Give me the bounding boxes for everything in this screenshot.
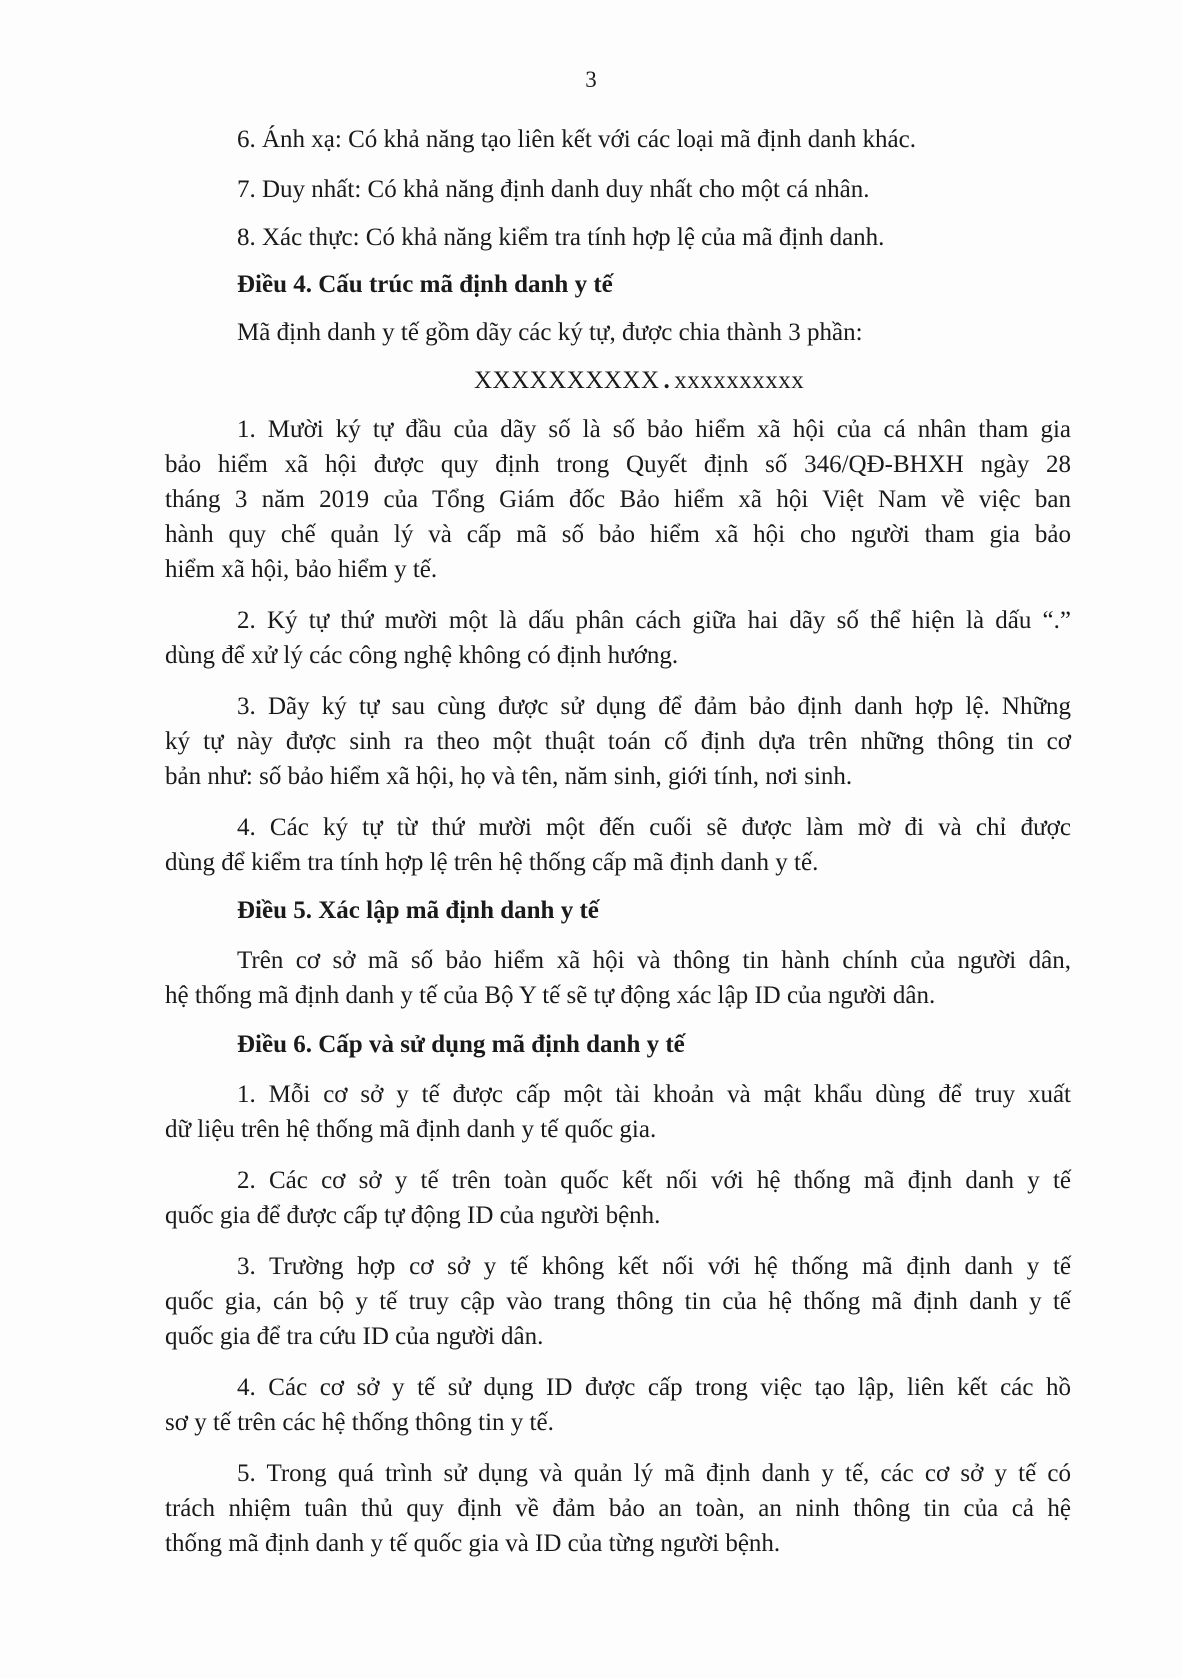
article4-item2-line2: dùng để xử lý các công nghệ không có định hướng. xyxy=(165,642,679,669)
article6-item2-line1: 2. Các cơ sở y tế trên toàn quốc kết nối với hệ thống mã định danh y tế xyxy=(237,1167,1071,1194)
article4-heading: Điều 4. Cấu trúc mã định danh y tế xyxy=(237,271,613,298)
article6-item1-line1: 1. Mỗi cơ sở y tế được cấp một tài khoản và mật khẩu dùng để truy xuất xyxy=(237,1081,1071,1108)
article4-item2-line1: 2. Ký tự thứ mười một là dấu phân cách giữa hai dãy số thể hiện là dấu “.” xyxy=(237,607,1071,634)
article4-item3-line1: 3. Dãy ký tự sau cùng được sử dụng để đảm bảo định danh hợp lệ. Những xyxy=(237,693,1071,720)
article6-item5-line3: thống mã định danh y tế quốc gia và ID của từng người bệnh. xyxy=(165,1530,781,1557)
id-structure-pattern xyxy=(474,363,804,398)
article5-line1: Trên cơ sở mã số bảo hiểm xã hội và thông tin hành chính của người dân, xyxy=(237,947,1071,974)
article4-item3-line2: ký tự này được sinh ra theo một thuật toán cố định dựa trên những thông tin cơ xyxy=(165,728,1071,755)
article6-heading: Điều 6. Cấp và sử dụng mã định danh y tế xyxy=(237,1031,685,1058)
article3-item8: 8. Xác thực: Có khả năng kiểm tra tính hợp lệ của mã định danh. xyxy=(237,224,885,251)
article4-item4-line2: dùng để kiểm tra tính hợp lệ trên hệ thống cấp mã định danh y tế. xyxy=(165,849,819,876)
article4-item1-line1: 1. Mười ký tự đầu của dãy số là số bảo hiểm xã hội của cá nhân tham gia xyxy=(237,416,1071,443)
page-number: 3 xyxy=(585,67,597,92)
article4-item1-line2: bảo hiểm xã hội được quy định trong Quyết định số 346/QĐ-BHXH ngày 28 xyxy=(165,451,1071,478)
article6-item3-line2: quốc gia, cán bộ y tế truy cập vào trang thông tin của hệ thống mã định danh y tế xyxy=(165,1288,1071,1315)
article4-item1-line4: hành quy chế quản lý và cấp mã số bảo hiểm xã hội cho người tham gia bảo xyxy=(165,521,1071,548)
article5-heading: Điều 5. Xác lập mã định danh y tế xyxy=(237,897,599,924)
code-upper: XXXXXXXXXX xyxy=(474,367,660,394)
article5-line2: hệ thống mã định danh y tế của Bộ Y tế sẽ tự động xác lập ID của người dân. xyxy=(165,982,936,1009)
article3-item7: 7. Duy nhất: Có khả năng định danh duy nhất cho một cá nhân. xyxy=(237,176,870,203)
article3-item6: 6. Ánh xạ: Có khả năng tạo liên kết với các loại mã định danh khác. xyxy=(237,126,917,153)
article6-item1-line2: dữ liệu trên hệ thống mã định danh y tế quốc gia. xyxy=(165,1116,657,1143)
code-separator: . xyxy=(663,367,671,394)
code-lower: xxxxxxxxxx xyxy=(674,367,805,394)
article6-item3-line1: 3. Trường hợp cơ sở y tế không kết nối với hệ thống mã định danh y tế xyxy=(237,1253,1071,1280)
article6-item5-line1: 5. Trong quá trình sử dụng và quản lý mã định danh y tế, các cơ sở y tế có xyxy=(237,1460,1071,1487)
article4-item1-line3: tháng 3 năm 2019 của Tổng Giám đốc Bảo hiểm xã hội Việt Nam về việc ban xyxy=(165,486,1071,513)
article6-item3-line3: quốc gia để tra cứu ID của người dân. xyxy=(165,1323,544,1350)
article4-intro: Mã định danh y tế gồm dãy các ký tự, được chia thành 3 phần: xyxy=(237,319,863,346)
article4-item4-line1: 4. Các ký tự từ thứ mười một đến cuối sẽ được làm mờ đi và chỉ được xyxy=(237,814,1071,841)
article6-item5-line2: trách nhiệm tuân thủ quy định về đảm bảo an toàn, an ninh thông tin của cả hệ xyxy=(165,1495,1071,1522)
article6-item4-line2: sơ y tế trên các hệ thống thông tin y tế. xyxy=(165,1409,554,1436)
article6-item4-line1: 4. Các cơ sở y tế sử dụng ID được cấp trong việc tạo lập, liên kết các hồ xyxy=(237,1374,1071,1401)
article4-item3-line3: bản như: số bảo hiểm xã hội, họ và tên, năm sinh, giới tính, nơi sinh. xyxy=(165,763,853,790)
article6-item2-line2: quốc gia để được cấp tự động ID của người bệnh. xyxy=(165,1202,661,1229)
article4-item1-line5: hiểm xã hội, bảo hiểm y tế. xyxy=(165,556,438,583)
